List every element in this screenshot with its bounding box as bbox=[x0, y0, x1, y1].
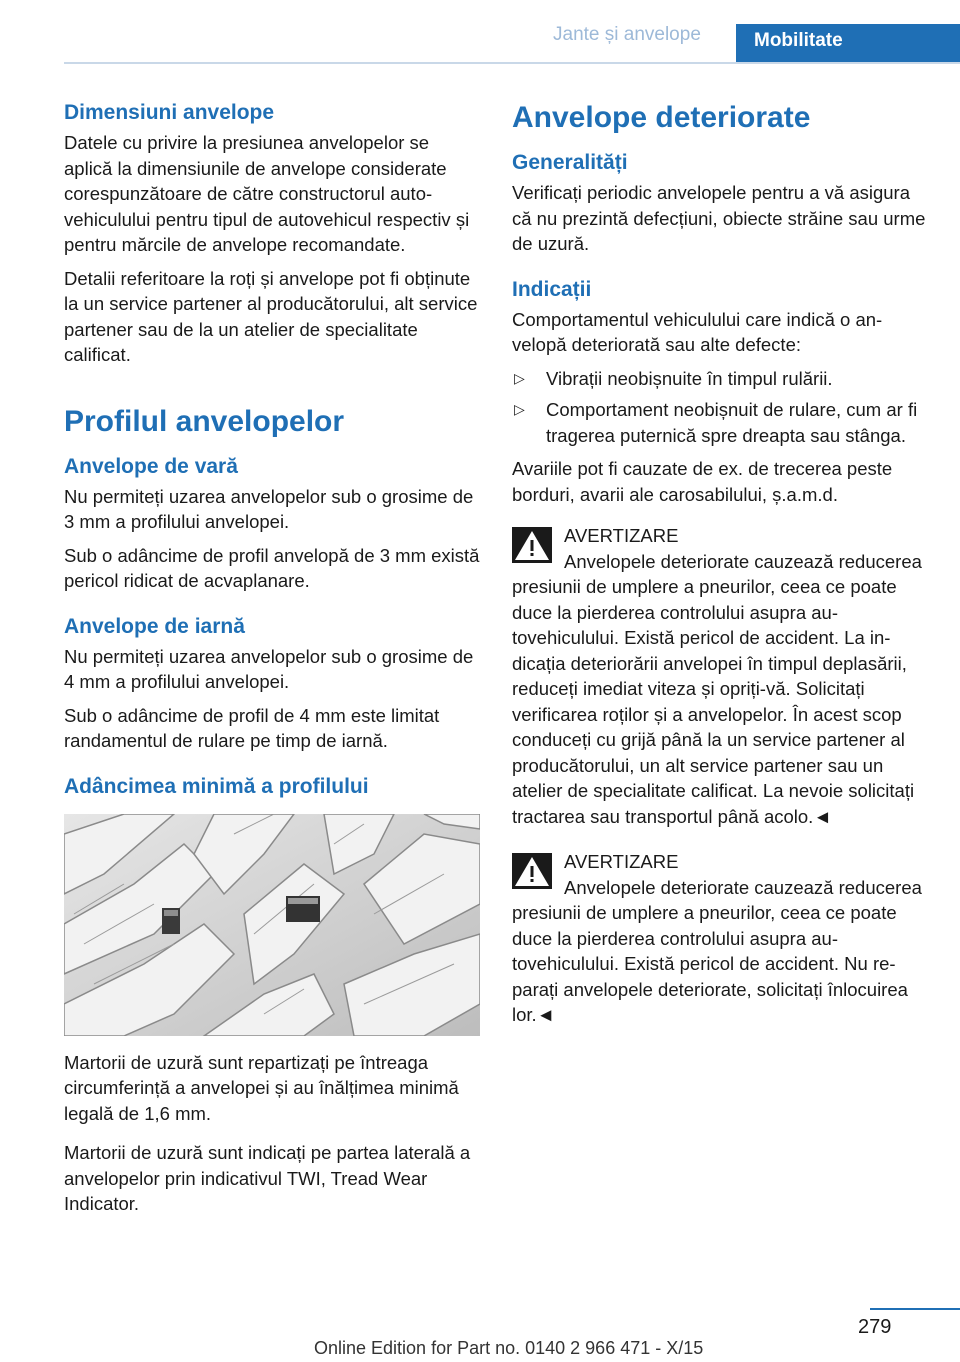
dimensions-paragraph-2: Detalii referitoare la roți și anvelope pot fi obținute la un service partener al producătorului, alt service partener sau de la un atelier de specialitate calificat. bbox=[64, 267, 478, 365]
list-item bbox=[512, 366, 930, 392]
dimensions-heading: Dimensiuni anvelope bbox=[64, 101, 275, 124]
tire-tread-illustration bbox=[64, 814, 480, 1036]
list-item-text: Vibrații neobișnuite în timpul rulării. bbox=[546, 367, 833, 389]
warning-block-2 bbox=[512, 849, 930, 1028]
left-column bbox=[64, 100, 480, 1225]
warning-2-label: AVERTIZARE bbox=[564, 851, 679, 872]
triangle-bullet-icon: ▷ bbox=[514, 369, 525, 386]
warning-1-label: AVERTIZARE bbox=[564, 525, 679, 546]
indications-paragraph: Comportamentul vehiculului care indică o anvelopă deteriorată sau alte defecte: bbox=[512, 308, 883, 355]
damaged-tires-title: Anvelope deteriorate bbox=[512, 101, 811, 134]
edition-footer: Online Edition for Part no. 0140 2 966 471 - X/15 bbox=[314, 1338, 704, 1358]
triangle-bullet-icon: ▷ bbox=[514, 401, 525, 417]
tread-wear-indicator-image bbox=[64, 814, 480, 1036]
general-heading: Generalități bbox=[512, 151, 628, 174]
footer-divider bbox=[870, 1308, 960, 1310]
header-section-tab: Jante și anvelope bbox=[553, 24, 701, 45]
profile-title: Profilul anvelopelor bbox=[64, 404, 345, 438]
warning-triangle-icon bbox=[512, 853, 552, 889]
indications-heading: Indicații bbox=[512, 277, 592, 301]
header-divider bbox=[64, 62, 960, 64]
summer-paragraph-2: Sub o adâncime de profil anvelopă de 3 mm există pericol ridicat de acvaplanare. bbox=[64, 544, 480, 591]
warning-1-text: Anvelopele deteriorate cauzează reducerea presiunii de umplere a pneurilor, ceea ce poate duce la pierderea controlului asupra autovehiculului. Există pericol de accident. La indicația deteriorării anvelopei în timpul deplasării, reduceți imediat viteza și opriți-vă. Solicitați verificarea roților și a anvelopelor. În acest scop conduceți cu grijă până la un service partener al producătorului, un alt service partener sau un atelier de specialitate calificat. La nevoie solicitați tractarea sau transportul până acolo.◄ bbox=[512, 550, 922, 827]
right-column bbox=[512, 100, 930, 1036]
list-item bbox=[512, 397, 930, 448]
general-paragraph: Verificați periodic anvelopele pentru a vă asigura că nu prezintă defecțiuni, obiecte străine sau urme de uzură. bbox=[512, 182, 926, 254]
list-item-text: Comportament neobișnuit de rulare, cum ar fi tragerea puternică spre dreapta sau stânga. bbox=[546, 399, 918, 446]
summer-paragraph-1: Nu permiteți uzarea anvelopelor sub o grosime de 3 mm a profilului anvelopei. bbox=[64, 485, 474, 532]
winter-paragraph-2: Sub o adâncime de profil de 4 mm este limitat randamentul de rulare pe timp de iarnă. bbox=[64, 704, 440, 751]
winter-paragraph-1: Nu permiteți uzarea anvelopelor sub o grosime de 4 mm a profilului anvelopei. bbox=[64, 645, 474, 692]
page-number: 279 bbox=[858, 1316, 892, 1338]
warning-2-text: Anvelopele deteriorate cauzează reducerea presiunii de umplere a pneurilor, ceea ce poate duce la pierderea controlului asupra autovehiculului. Există pericol de accident. Nu reparați anvelopele deteriorate, solicitați înlocuirea lor.◄ bbox=[512, 876, 922, 1025]
dimensions-paragraph-1: Datele cu privire la presiunea anvelopelor se aplică la dimensiunile de anvelope considerate corespunzătoare de către constructorul autovehiculului pentru tipul de autovehicul respectiv și pentru mărcile de anvelope recomandate. bbox=[64, 132, 470, 255]
summer-tires-heading: Anvelope de vară bbox=[64, 454, 238, 478]
minimum-depth-paragraph-2: Martorii de uzură sunt indicați pe partea laterală a anvelopelor prin indicativul TWI, Tread Wear Indicator. bbox=[64, 1142, 471, 1214]
header-chapter-tab: Mobilitate bbox=[736, 24, 960, 62]
minimum-depth-heading: Adâncimea minimă a profilului bbox=[64, 774, 369, 798]
winter-tires-heading: Anvelope de iarnă bbox=[64, 614, 245, 638]
symptom-list bbox=[512, 366, 930, 449]
minimum-depth-paragraph-1: Martorii de uzură sunt repartizați pe întreaga circumferință a anvelopei și au înălțimea minimă legală de 1,6 mm. bbox=[64, 1051, 459, 1124]
causes-paragraph: Avariile pot fi cauzate de ex. de trecerea peste borduri, avarii ale carosabilului, ș.a.m.d. bbox=[512, 458, 893, 505]
warning-triangle-icon bbox=[512, 527, 552, 563]
warning-block-1 bbox=[512, 523, 930, 829]
